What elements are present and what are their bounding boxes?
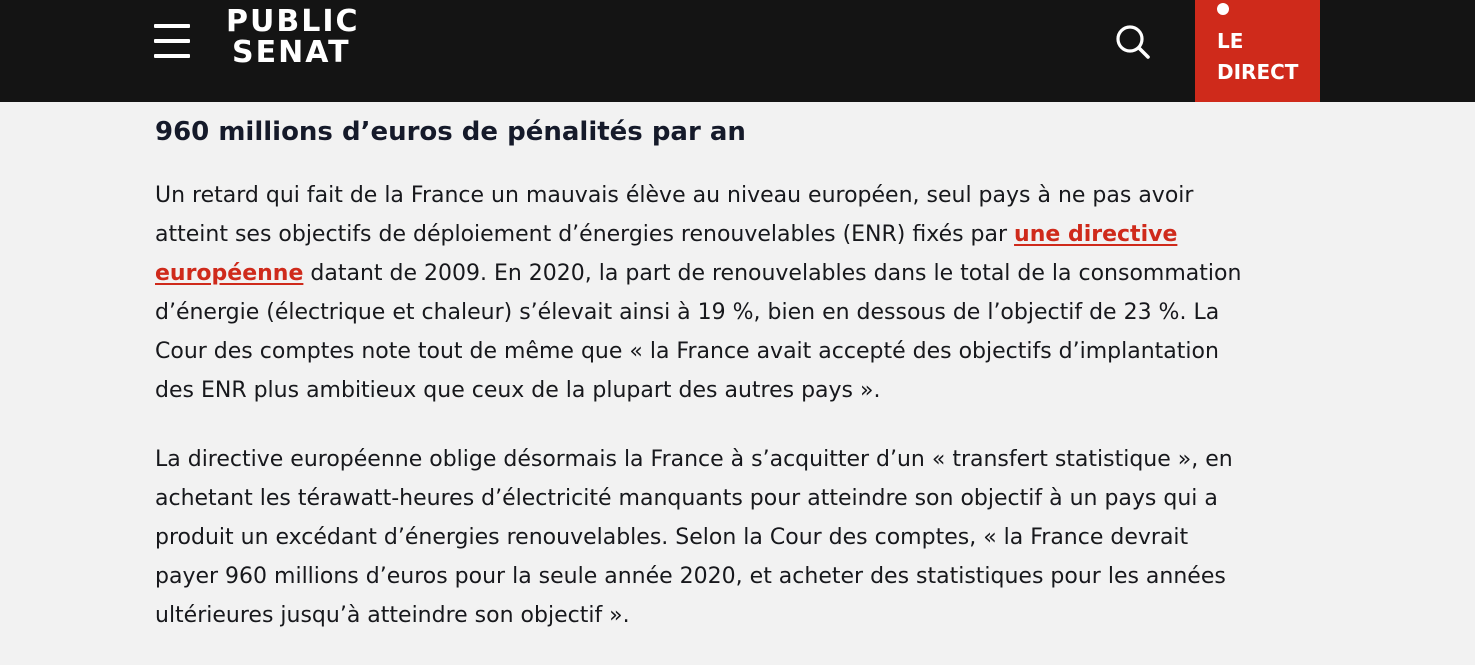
paragraph-line: d’énergie (électrique et chaleur) s’élevait ainsi à 19 %, bien en dessous de l’objectif de 23 %. La bbox=[155, 300, 1220, 325]
logo-line-1: PUBLIC bbox=[226, 4, 360, 39]
search-icon bbox=[1113, 22, 1153, 62]
paragraph-line: La directive européenne oblige désormais la France à s’acquitter d’un « transfert statistique », en bbox=[155, 447, 1233, 472]
directive-link-part-1[interactable]: une directive bbox=[1014, 222, 1178, 247]
paragraph-text: datant de 2009. En 2020, la part de renouvelables dans le total de la consommation bbox=[303, 261, 1242, 286]
paragraph-line: des ENR plus ambitieux que ceux de la plupart des autres pays ». bbox=[155, 378, 881, 403]
search-button[interactable] bbox=[1113, 22, 1153, 62]
paragraph-line bbox=[155, 254, 1280, 293]
live-label-line-2: DIRECT bbox=[1217, 60, 1299, 84]
article-paragraph-2 bbox=[155, 440, 1280, 635]
paragraph-line: achetant les térawatt-heures d’électricité manquants pour atteindre son objectif à un pays qui a bbox=[155, 486, 1218, 511]
live-indicator-dot bbox=[1217, 3, 1229, 15]
live-label-line-1: LE bbox=[1217, 29, 1244, 53]
article-paragraph-1 bbox=[155, 176, 1280, 410]
live-direct-button[interactable] bbox=[1195, 0, 1320, 102]
top-navigation-bar bbox=[0, 0, 1475, 102]
paragraph-line: produit un excédant d’énergies renouvelables. Selon la Cour des comptes, « la France devrait bbox=[155, 525, 1189, 550]
paragraph-text: atteint ses objectifs de déploiement d’énergies renouvelables (ENR) fixés par bbox=[155, 222, 1015, 247]
section-heading: 960 millions d’euros de pénalités par an bbox=[155, 117, 746, 147]
hamburger-menu-icon[interactable] bbox=[154, 24, 190, 58]
article-body bbox=[155, 112, 1280, 665]
paragraph-line: payer 960 millions d’euros pour la seule année 2020, et acheter des statistiques pour les années bbox=[155, 564, 1226, 589]
site-logo[interactable] bbox=[226, 6, 360, 68]
logo-line-2: SENAT bbox=[232, 35, 351, 70]
paragraph-line: ultérieures jusqu’à atteindre son objectif ». bbox=[155, 603, 630, 628]
paragraph-line: Un retard qui fait de la France un mauvais élève au niveau européen, seul pays à ne pas avoir bbox=[155, 183, 1194, 208]
paragraph-line: Cour des comptes note tout de même que « la France avait accepté des objectifs d’implantation bbox=[155, 339, 1219, 364]
paragraph-line bbox=[155, 215, 1280, 254]
directive-link-part-2[interactable]: européenne bbox=[155, 261, 304, 286]
